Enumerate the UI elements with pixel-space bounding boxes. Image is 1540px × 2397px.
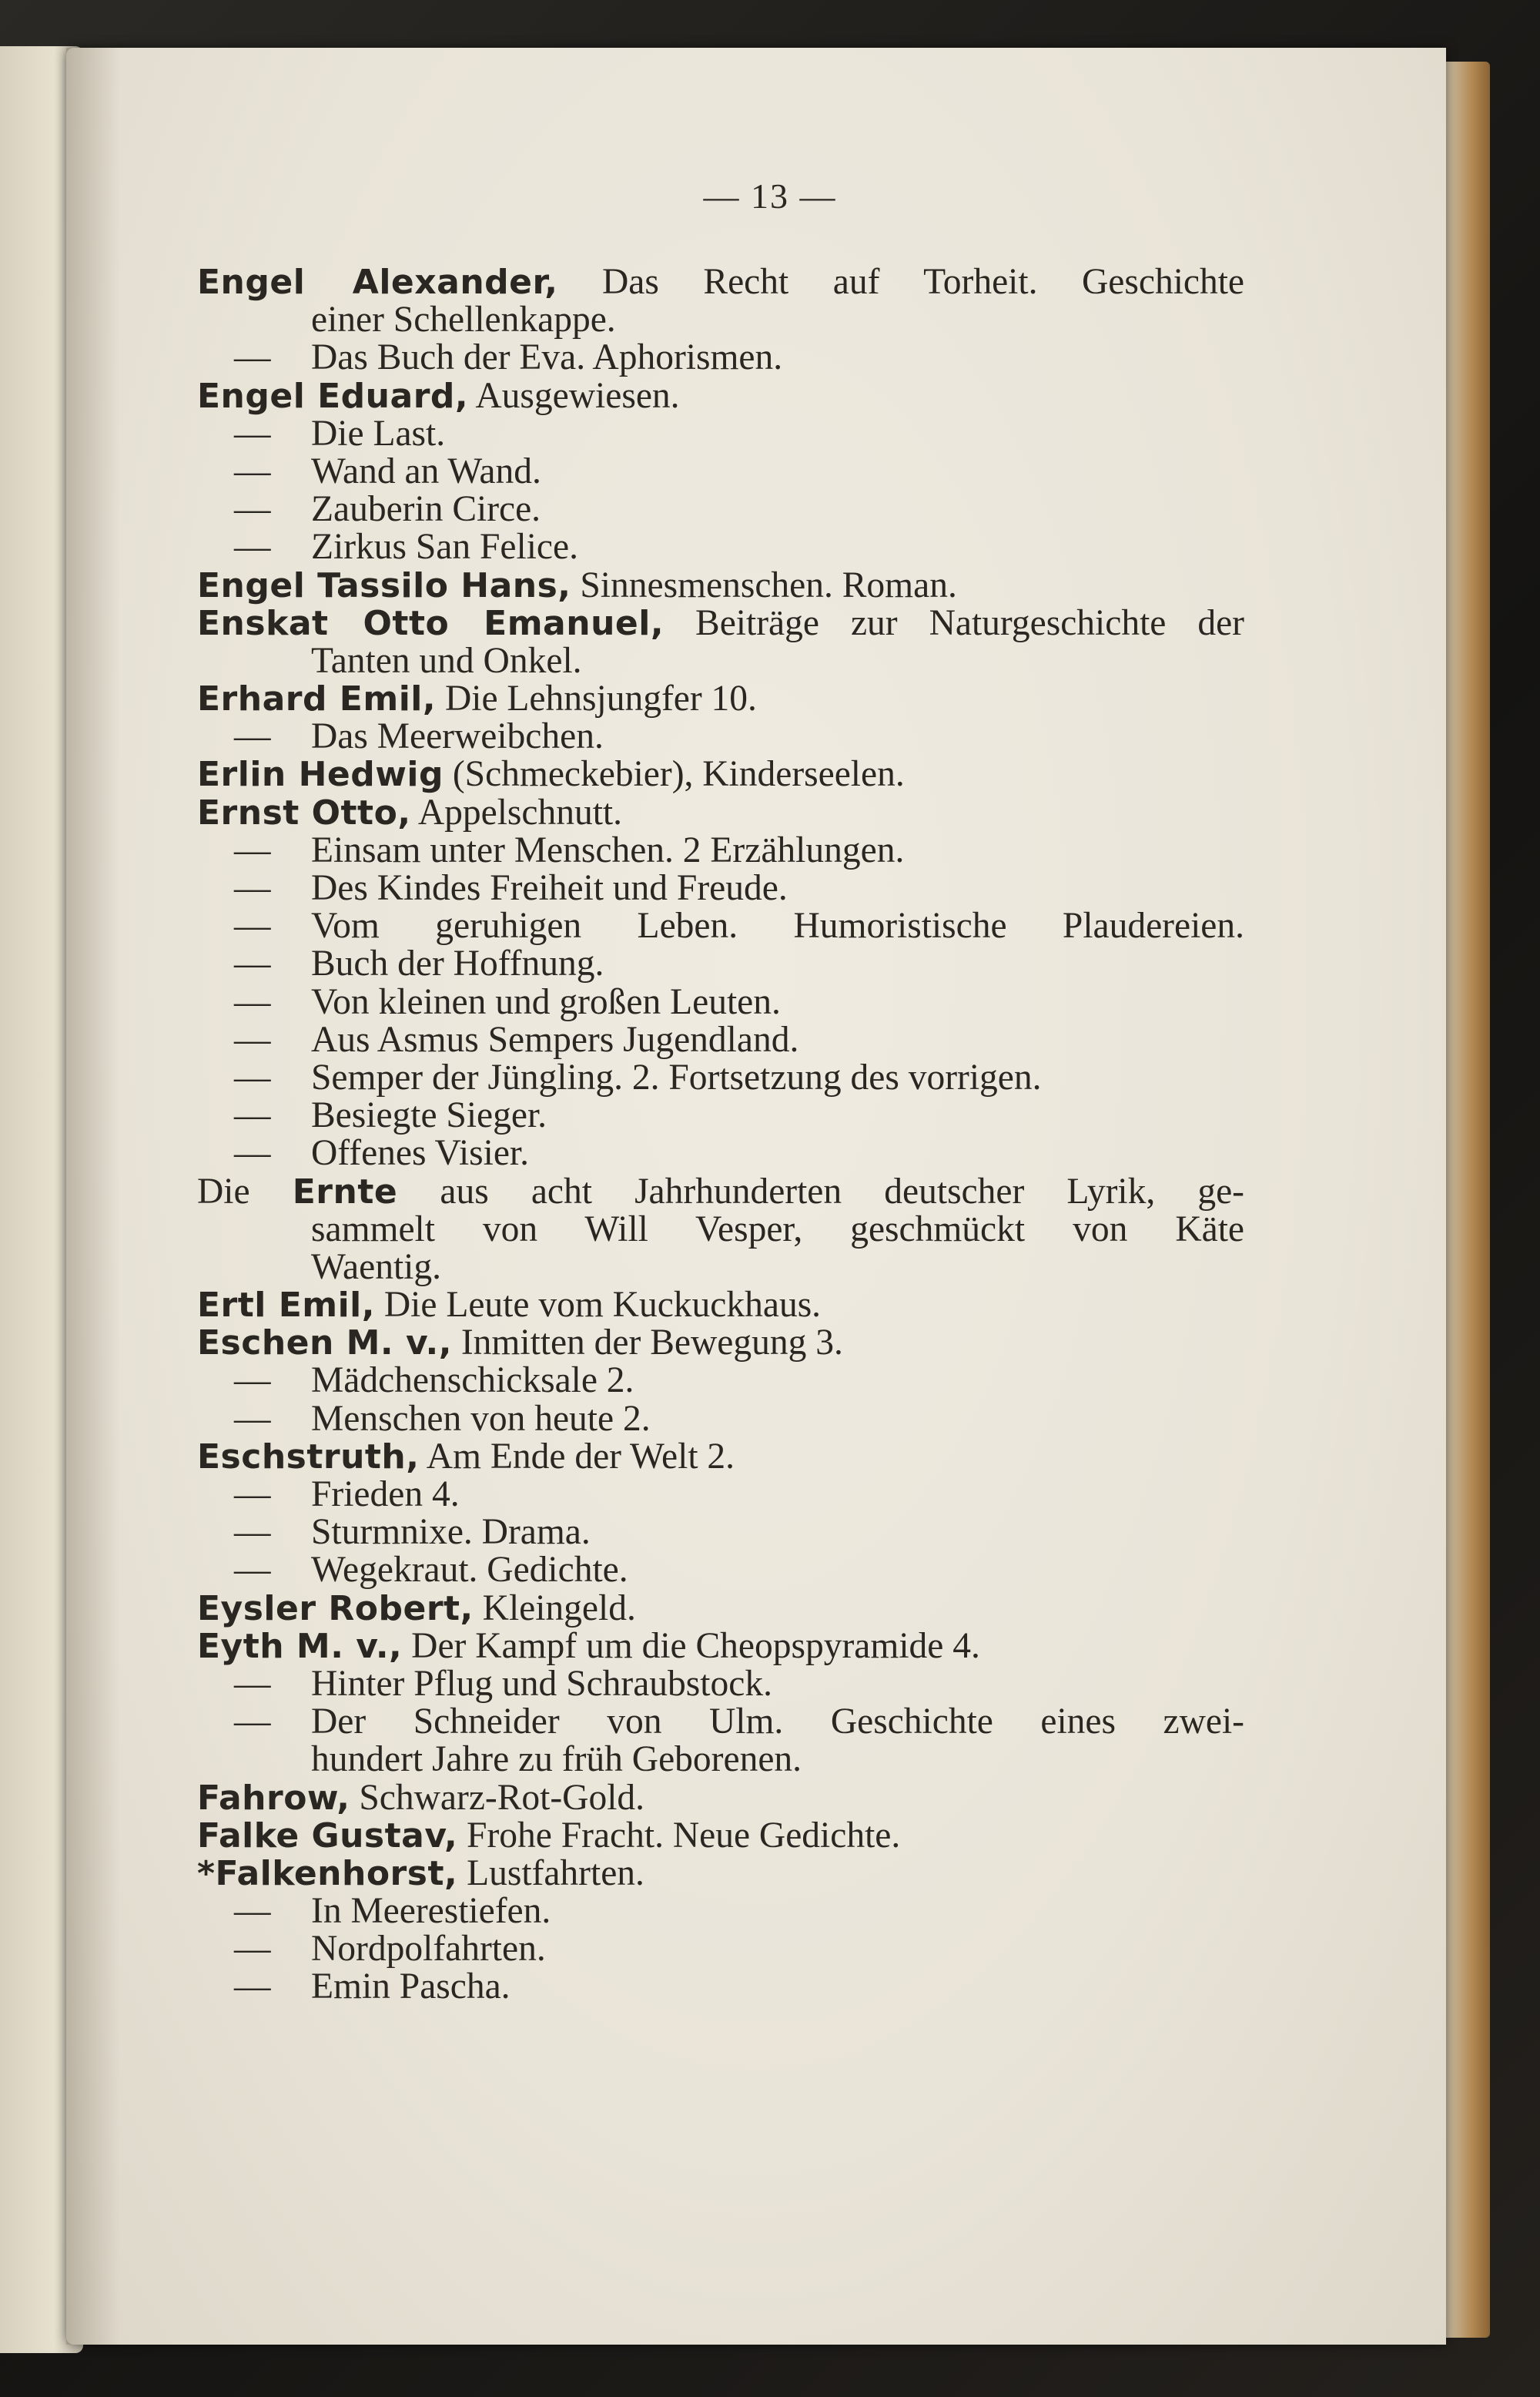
sub-entry-line bbox=[197, 1135, 1244, 1172]
entry-title: In Meerestiefen. bbox=[311, 1891, 551, 1932]
author-name: Erlin Hedwig bbox=[197, 755, 444, 795]
sub-entry-line bbox=[197, 718, 1244, 756]
entry-title: Lustfahrten. bbox=[467, 1852, 644, 1893]
repeat-dash: — bbox=[234, 716, 271, 757]
sub-entry-line bbox=[197, 339, 1244, 377]
entry-title: Beiträge zur Naturgeschichte der bbox=[695, 602, 1245, 643]
repeat-dash: — bbox=[234, 1663, 271, 1704]
sub-entry-line bbox=[197, 1362, 1244, 1400]
sub-entry-line bbox=[197, 1059, 1244, 1097]
sub-entry-line bbox=[197, 907, 1244, 945]
sub-entry-line bbox=[197, 528, 1244, 566]
entry-title: Semper der Jüngling. 2. Fortsetzung des vorrigen. bbox=[311, 1057, 1042, 1098]
entry-title: Vom geruhigen Leben. Humoristische Plaudereien. bbox=[311, 906, 1244, 947]
sub-entry-line bbox=[197, 1400, 1244, 1438]
entry-title: Zauberin Circe. bbox=[311, 489, 541, 530]
sub-entry-line bbox=[197, 1021, 1244, 1059]
repeat-dash: — bbox=[234, 906, 271, 947]
repeat-dash: — bbox=[234, 413, 271, 454]
author-name: Eschen M. v., bbox=[197, 1323, 452, 1363]
author-name: Ertl Emil, bbox=[197, 1286, 375, 1326]
catalog-entries bbox=[197, 263, 1244, 2006]
repeat-dash: — bbox=[234, 868, 271, 908]
repeat-dash: — bbox=[234, 1966, 271, 2007]
entry-line bbox=[197, 263, 1244, 301]
repeat-dash: — bbox=[234, 830, 271, 870]
author-name: Eysler Robert, bbox=[197, 1588, 474, 1628]
entry-line bbox=[197, 794, 1244, 832]
entry-title: Des Kindes Freiheit und Freude. bbox=[311, 868, 788, 908]
entry-title: Kleingeld. bbox=[482, 1587, 636, 1628]
entry-title: Das Recht auf Torheit. Geschichte bbox=[602, 262, 1245, 302]
entry-title: Der Kampf um die Cheopspyramide 4. bbox=[411, 1625, 980, 1666]
repeat-dash: — bbox=[234, 337, 271, 378]
sub-entry-line bbox=[197, 1476, 1244, 1514]
sub-entry-line bbox=[197, 1892, 1244, 1930]
sub-entry-line bbox=[197, 1703, 1244, 1741]
author-name: Engel Tassilo Hans, bbox=[197, 565, 571, 605]
sub-entry-line bbox=[197, 981, 1244, 1022]
entry-title: Aus Asmus Sempers Jugendland. bbox=[311, 1019, 799, 1060]
sub-entry-line bbox=[197, 1514, 1244, 1551]
entry-line bbox=[197, 680, 1244, 718]
entry-title: Schwarz-Rot-Gold. bbox=[359, 1777, 645, 1818]
author-name: Erhard Emil, bbox=[197, 679, 437, 719]
repeat-dash: — bbox=[234, 1133, 271, 1174]
repeat-dash: — bbox=[234, 1057, 271, 1098]
entry-title: Nordpolfahrten. bbox=[311, 1929, 546, 1970]
entry-title: Zirkus San Felice. bbox=[311, 527, 578, 568]
continuation-line: Waentig. bbox=[311, 1246, 441, 1287]
entry-line bbox=[197, 1324, 1244, 1362]
sub-entry-line bbox=[197, 1665, 1244, 1703]
entry-title: Das Meerweibchen. bbox=[311, 716, 604, 757]
entry-title: Einsam unter Menschen. 2 Erzählungen. bbox=[311, 830, 905, 870]
entry-line bbox=[197, 1779, 1244, 1817]
continuation-line: einer Schellenkappe. bbox=[311, 300, 616, 340]
sub-entry-line bbox=[197, 1930, 1244, 1968]
entry-line bbox=[197, 1817, 1244, 1855]
sub-entry-line bbox=[197, 1551, 1244, 1589]
author-name: Eyth M. v., bbox=[197, 1626, 403, 1666]
sub-entry-line bbox=[197, 1968, 1244, 2006]
entry-title: Besiegte Sieger. bbox=[311, 1095, 547, 1136]
sub-entry-line bbox=[197, 1097, 1244, 1135]
entry-title: Wand an Wand. bbox=[311, 451, 541, 491]
repeat-dash: — bbox=[234, 1095, 271, 1136]
entry-line bbox=[197, 1852, 1244, 1893]
repeat-dash: — bbox=[234, 1701, 271, 1742]
entry-line bbox=[197, 1587, 1244, 1628]
repeat-dash: — bbox=[234, 1929, 271, 1970]
repeat-dash: — bbox=[234, 1360, 271, 1401]
entry-title: Die Lehnsjungfer 10. bbox=[444, 679, 757, 719]
repeat-dash: — bbox=[234, 1398, 271, 1439]
repeat-dash: — bbox=[234, 1891, 271, 1932]
author-name: *Falkenhorst, bbox=[197, 1853, 458, 1893]
entry-title: Hinter Pflug und Schraubstock. bbox=[311, 1663, 772, 1704]
sub-entry-line bbox=[197, 453, 1244, 491]
author-name: Enskat Otto Emanuel, bbox=[197, 603, 665, 643]
repeat-dash: — bbox=[234, 451, 271, 491]
repeat-dash: — bbox=[234, 1474, 271, 1514]
repeat-dash: — bbox=[234, 1512, 271, 1553]
repeat-dash: — bbox=[234, 489, 271, 530]
entry-title: Die Last. bbox=[311, 413, 446, 454]
entry-title: Appelschnutt. bbox=[417, 792, 622, 833]
sub-entry-line bbox=[197, 945, 1244, 983]
entry-line bbox=[197, 567, 1244, 605]
sub-entry-line bbox=[197, 491, 1244, 528]
sub-entry-line bbox=[197, 832, 1244, 870]
entry-title: Das Buch der Eva. Aphorismen. bbox=[311, 337, 783, 378]
continuation-line: hundert Jahre zu früh Geborenen. bbox=[311, 1739, 802, 1780]
entry-title: Emin Pascha. bbox=[311, 1966, 511, 2007]
repeat-dash: — bbox=[234, 981, 271, 1022]
entry-title: aus acht Jahrhunderten deutscher Lyrik, ge- bbox=[440, 1171, 1245, 1212]
entry-title: Der Schneider von Ulm. Geschichte eines zwei- bbox=[311, 1701, 1244, 1742]
entry-title: Die Leute vom Kuckuckhaus. bbox=[383, 1285, 822, 1326]
entry-title: Von kleinen und großen Leuten. bbox=[311, 981, 781, 1022]
author-name: Fahrow, bbox=[197, 1778, 350, 1818]
entry-title: Am Ende der Welt 2. bbox=[426, 1436, 735, 1477]
entry-title: Menschen von heute 2. bbox=[311, 1398, 651, 1439]
entry-title: Inmitten der Bewegung 3. bbox=[460, 1323, 843, 1363]
entry-line bbox=[197, 377, 1244, 415]
entry-title: Offenes Visier. bbox=[311, 1133, 529, 1174]
entry-title: (Schmeckebier), Kinderseelen. bbox=[452, 754, 905, 795]
sub-entry-line bbox=[197, 870, 1244, 907]
author-name: Eschstruth, bbox=[197, 1437, 420, 1477]
author-name: Falke Gustav, bbox=[197, 1815, 458, 1856]
page-number: — 13 — bbox=[703, 176, 837, 216]
entry-title: Sturmnixe. Drama. bbox=[311, 1512, 591, 1553]
entry-title: Frieden 4. bbox=[311, 1474, 460, 1514]
entry-line bbox=[197, 602, 1245, 643]
entry-title: Frohe Fracht. Neue Gedichte. bbox=[467, 1815, 901, 1856]
author-name: Ernst Otto, bbox=[197, 793, 411, 833]
entry-title: Wegekraut. Gedichte. bbox=[311, 1550, 628, 1591]
entry-title: Ausgewiesen. bbox=[475, 375, 680, 416]
entry-title: Mädchenschicksale 2. bbox=[311, 1360, 634, 1401]
continuation-line: sammelt von Will Vesper, geschmückt von Käte bbox=[311, 1209, 1244, 1249]
entry-title: Sinnesmenschen. Roman. bbox=[580, 565, 957, 605]
author-name: Engel Eduard, bbox=[197, 376, 469, 416]
repeat-dash: — bbox=[234, 944, 271, 984]
repeat-dash: — bbox=[234, 527, 271, 568]
entry-prefix: Die bbox=[197, 1171, 293, 1212]
continuation-line: Tanten und Onkel. bbox=[311, 640, 582, 681]
repeat-dash: — bbox=[234, 1019, 271, 1060]
author-name: Ernte bbox=[292, 1172, 398, 1212]
entry-line bbox=[197, 1286, 1244, 1324]
repeat-dash: — bbox=[234, 1550, 271, 1591]
sub-entry-line bbox=[197, 415, 1244, 453]
entry-line bbox=[197, 1173, 1244, 1211]
entry-line bbox=[197, 1438, 1244, 1476]
entry-title: Buch der Hoffnung. bbox=[311, 944, 604, 984]
author-name: Engel Alexander, bbox=[197, 263, 558, 302]
entry-line bbox=[197, 756, 1244, 793]
entry-line bbox=[197, 1625, 1244, 1666]
